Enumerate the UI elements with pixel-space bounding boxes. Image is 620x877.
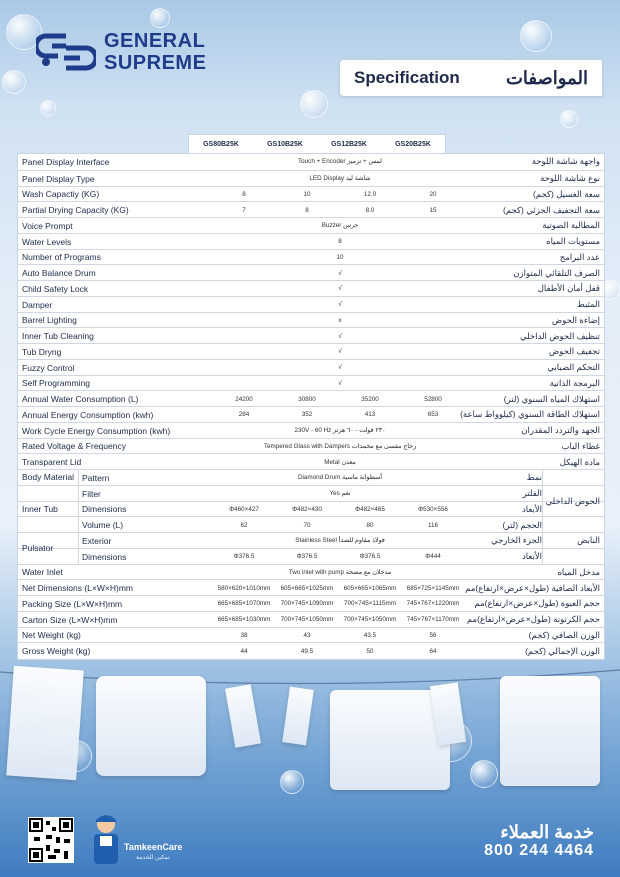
row-label-en: Panel Display Interface <box>22 156 110 167</box>
table-row <box>18 327 604 344</box>
row-label-en: Net Dimensions (L×W×H)mm <box>22 583 133 594</box>
row-value: √ <box>338 269 342 277</box>
row-label-ar: قفل أمان الأطفال <box>537 283 600 294</box>
row-value: Two inlet with pump مدخلان مع مضخة <box>288 568 392 576</box>
table-row <box>18 579 604 596</box>
table-row <box>18 312 604 329</box>
cell-value: 605×665×1025mm <box>280 584 334 592</box>
row-value: √ <box>338 301 342 309</box>
bubble <box>470 760 498 788</box>
table-row <box>18 296 604 313</box>
body-material-label: Body Material <box>22 472 74 482</box>
row-label-ar: المثبط <box>576 299 600 310</box>
shirt <box>6 666 84 781</box>
row-label-ar: عدد البرامج <box>559 251 600 262</box>
bubble <box>300 90 328 118</box>
cell-value: 43.5 <box>363 631 377 639</box>
cell-value: 413 <box>364 411 376 419</box>
row-value: √ <box>338 348 342 356</box>
table-row <box>18 343 604 360</box>
cell-value: 38 <box>240 631 248 639</box>
row-label-en: Self Programming <box>22 378 91 389</box>
table-row <box>18 201 604 218</box>
row-label-ar: حجم الكرتونة (طول×عرض×ارتفاع)مم <box>466 614 600 625</box>
row-label-en: Wash Capactiy (KG) <box>22 189 100 200</box>
cell-value: 700×745×1115mm <box>344 600 396 608</box>
row-label-ar: الحجم (لتر) <box>502 519 542 530</box>
row-label-en: Rated Voltage & Frequency <box>22 441 126 452</box>
row-label-ar: الأبعاد الصافية (طول×عرض×ارتفاع)مم <box>465 582 600 593</box>
cell-value: 62 <box>240 521 248 529</box>
row-value: Diamond Drum أسطوانة ماسية <box>297 474 382 482</box>
row-label-ar: واجهة شاشة اللوحة <box>531 156 600 167</box>
row-label-ar: سعة الغسيل (كجم) <box>533 188 600 199</box>
cell-value: 80 <box>366 521 374 529</box>
cell-value: 8 <box>242 190 246 198</box>
row-label-en: Dimensions <box>82 551 127 562</box>
row-label-ar: سعة التجفيف الجزئي (كجم) <box>503 204 600 215</box>
cell-value: 52800 <box>424 395 442 403</box>
row-value: 230V - 60 Hz ٢٣٠ فولت - ٦٠ هرتز <box>294 427 386 435</box>
row-label-ar: تجفيف الحوض <box>549 346 600 357</box>
cell-value: 15 <box>429 206 437 214</box>
cell-value: 352 <box>301 411 313 419</box>
cell-value: 653 <box>427 411 439 419</box>
row-label-en: Auto Balance Drum <box>22 268 96 279</box>
row-label-en: Tub Dryng <box>22 346 62 357</box>
table-row <box>18 170 604 187</box>
row-label-ar: الوزن الإجمالي (كجم) <box>525 645 600 656</box>
bubble <box>280 770 304 794</box>
row-label-ar: الوزن الصافي (كجم) <box>528 629 600 640</box>
inner-tub-label-ar: الحوض الداخلي <box>545 495 600 506</box>
bubble <box>520 20 552 52</box>
pulsator-label-ar: النابض <box>577 535 600 545</box>
cell-value: 20 <box>429 190 437 198</box>
row-label-en: Carton Size (L×W×H)mm <box>22 614 118 625</box>
row-value: √ <box>338 379 342 387</box>
row-value: √ <box>338 364 342 372</box>
table-row <box>18 548 604 565</box>
row-value: Tempered Glass with Dampers زجاج مقسى مع مخمدات <box>263 442 417 450</box>
cell-value: 665×685×1070mm <box>217 600 271 608</box>
row-label-en: Damper <box>22 299 53 310</box>
bubble <box>560 110 578 128</box>
row-label-en: Partial Drying Capacity (KG) <box>22 205 129 216</box>
row-label-ar: نمط <box>526 472 542 483</box>
table-row <box>18 264 604 281</box>
row-label-en: Inner Tub Cleaning <box>22 331 94 342</box>
cell-value: 49.5 <box>300 647 314 655</box>
row-label-ar: الفلتر <box>522 488 542 499</box>
brand-line2: SUPREME <box>104 52 207 74</box>
row-label-en: Work Cycle Energy Consumption (kwh) <box>22 425 171 436</box>
row-label-ar: الصرف التلقائي المتوازن <box>513 267 600 278</box>
table-row <box>18 564 604 581</box>
row-value: Metal معدن <box>324 458 356 466</box>
customer-service-phone[interactable]: 800 244 4464 <box>484 842 594 859</box>
row-label-en: Fuzzy Control <box>22 362 75 373</box>
table-row <box>18 642 604 659</box>
row-label-ar: نوع شاشة اللوحة <box>540 173 600 184</box>
qr-code[interactable] <box>28 817 74 863</box>
cell-value: Φ444 <box>425 553 441 561</box>
cell-value: 580×620×1010mm <box>217 584 271 592</box>
table-row <box>18 280 604 297</box>
row-label-en: Panel Display Type <box>22 173 95 184</box>
cell-value: 12.0 <box>363 190 377 198</box>
shirt <box>500 676 600 786</box>
cell-value: 700×745×1050mm <box>280 616 334 624</box>
row-label-ar: المطالبة الصوتية <box>542 220 600 231</box>
row-label-en: Pattern <box>82 472 110 483</box>
row-label-en: Filter <box>82 488 101 499</box>
row-label-ar: البرمجة الذاتية <box>549 377 600 388</box>
cell-value: 700×745×1050mm <box>343 616 397 624</box>
table-row <box>18 233 604 250</box>
row-label-en: Transparent Lid <box>22 457 82 468</box>
row-value: LED Display شاشة ليد <box>309 175 371 183</box>
row-label-en: Water Levels <box>22 236 72 247</box>
cell-value: Φ376.5 <box>296 553 318 561</box>
cell-value: 745×767×1170mm <box>406 616 460 624</box>
qr-code-icon <box>28 817 74 863</box>
table-row <box>18 532 604 549</box>
pulsator-label: Pulsator <box>22 543 54 553</box>
table-row <box>18 359 604 376</box>
table-row <box>18 390 604 407</box>
cell-value: 284 <box>238 411 250 419</box>
table-row <box>18 453 604 470</box>
cell-value: 43 <box>303 631 311 639</box>
row-label-ar: مادة الهيكل <box>559 456 600 467</box>
spec-header <box>340 60 602 96</box>
bubble <box>150 8 170 28</box>
shirt <box>96 676 206 776</box>
cell-value: 44 <box>240 647 248 655</box>
table-row <box>18 406 604 423</box>
row-label-ar: حجم العبوة (طول×عرض×ارتفاع)مم <box>474 598 600 609</box>
row-label-ar: التحكم الضبابي <box>547 362 600 373</box>
model-label: GS80B25K <box>203 140 239 148</box>
row-value: 10 <box>336 253 344 261</box>
row-label-ar: الجهد والتردد المقدران <box>521 425 600 436</box>
row-label-en: Gross Weight (kg) <box>22 646 91 657</box>
table-row <box>18 516 604 533</box>
cell-value: 10 <box>303 190 311 198</box>
bubble <box>2 70 26 94</box>
cell-value: 116 <box>427 521 439 529</box>
table-row <box>18 375 604 392</box>
row-label-ar: تنظيف الحوض الداخلي <box>519 330 600 341</box>
row-label-ar: مستويات المياه <box>546 236 600 247</box>
table-row <box>18 485 604 502</box>
cell-value: Φ376.5 <box>233 553 255 561</box>
technician-icon <box>88 812 124 868</box>
row-label-ar: غطاء الباب <box>561 440 600 451</box>
cell-value: 24200 <box>235 395 253 403</box>
gs-logo-icon <box>36 32 96 72</box>
group-divider <box>542 469 543 564</box>
inner-tub-label: Inner Tub <box>22 503 58 514</box>
brand-logo <box>36 30 206 74</box>
row-label-en: Packing Size (L×W×H)mm <box>22 598 123 609</box>
cell-value: 56 <box>429 631 437 639</box>
row-label-en: Volume (L) <box>82 520 124 531</box>
partner-name: TamkeenCare <box>124 842 183 852</box>
row-value: Touch + Encoder لمس + ترميز <box>298 158 382 166</box>
cell-value: 685×725×1145mm <box>406 584 460 592</box>
row-label-ar: استهلاك المياه السنوي (لتر) <box>503 393 600 404</box>
cell-value: 35200 <box>361 395 379 403</box>
cell-value: 605×665×1065mm <box>343 584 397 592</box>
row-value: Stainless Steel فولاذ مقاوم للصدأ <box>295 537 385 545</box>
cell-value: 70 <box>303 521 311 529</box>
brand-line1: GENERAL <box>104 30 206 52</box>
row-label-ar: استهلاك الطاقة السنوي (كيلوواط ساعة) <box>460 409 600 420</box>
table-row <box>18 154 604 170</box>
cell-value: 64 <box>429 647 437 655</box>
model-label: GS20B25K <box>395 140 431 148</box>
cell-value: 50 <box>366 647 374 655</box>
table-row <box>18 217 604 234</box>
cell-value: Φ482×465 <box>355 505 385 513</box>
cell-value: 700×745×1090mm <box>280 600 334 608</box>
cell-value: Φ482×430 <box>292 505 322 513</box>
row-label-en: Exterior <box>82 535 112 546</box>
row-label-en: Number of Programs <box>22 252 101 263</box>
spec-title-en: Specification <box>354 68 460 87</box>
model-label: GS12B25K <box>331 140 367 148</box>
cell-value: Φ460×427 <box>229 505 259 513</box>
row-label-ar: الأبعاد <box>521 551 542 562</box>
bubble <box>40 100 56 116</box>
row-label-en: Dimensions <box>82 504 127 515</box>
row-label-en: Barrel Lighting <box>22 315 77 326</box>
table-row <box>18 627 604 644</box>
table-row <box>18 422 604 439</box>
cell-value: Φ376.5 <box>359 553 381 561</box>
row-label-ar: الجزء الخارجي <box>491 535 542 546</box>
row-label-en: Annual Energy Consumption (kwh) <box>22 409 154 420</box>
row-label-en: Net Weight (kg) <box>22 630 81 641</box>
row-label-en: Annual Water Consumption (L) <box>22 394 139 405</box>
row-label-ar: الأبعاد <box>521 503 542 514</box>
row-label-en: Child Safety Lock <box>22 283 89 294</box>
cell-value: 7 <box>242 206 246 214</box>
row-label-en: Water Inlet <box>22 567 63 578</box>
table-row <box>18 249 604 266</box>
row-value: √ <box>338 285 342 293</box>
table-row <box>18 438 604 455</box>
cell-value: 8.0 <box>365 206 375 214</box>
table-row <box>18 186 604 203</box>
table-row <box>18 611 604 628</box>
spec-table <box>17 153 605 660</box>
row-label-ar: مدخل المياه <box>557 566 600 577</box>
cell-value: 745×767×1220mm <box>406 600 460 608</box>
table-row <box>18 469 604 486</box>
row-value: √ <box>338 332 342 340</box>
cell-value: Φ530×556 <box>418 505 448 513</box>
row-value: Buzzer جرس <box>321 222 359 230</box>
cell-value: 665×685×1030mm <box>217 616 271 624</box>
model-label: GS10B25K <box>267 140 303 148</box>
row-value: Yes نعم <box>329 490 351 498</box>
row-label-ar: إضاءة الحوض <box>551 314 600 325</box>
cell-value: 8 <box>305 206 309 214</box>
row-value: 8 <box>338 238 342 246</box>
group-divider <box>78 469 79 564</box>
row-value: x <box>338 316 342 324</box>
row-label-en: Voice Prompt <box>22 220 73 231</box>
spec-title-ar: المواصفات <box>505 67 588 88</box>
cell-value: 30800 <box>298 395 316 403</box>
table-row <box>18 595 604 612</box>
model-header <box>188 134 446 153</box>
customer-service-label: خدمة العملاء <box>500 822 594 842</box>
partner-name-ar: تمكين للخدمة <box>136 855 170 861</box>
table-row <box>18 501 604 518</box>
